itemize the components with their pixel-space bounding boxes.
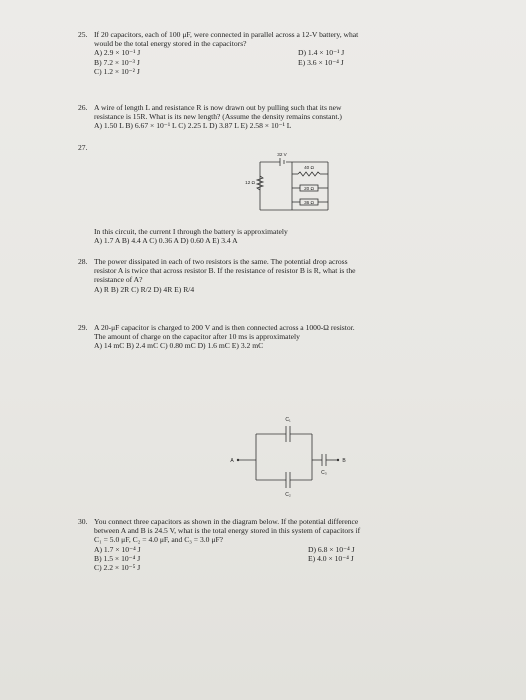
question-number: 30. xyxy=(78,517,88,526)
choice-b: B) 1.5 × 10⁻⁴ J xyxy=(94,553,141,563)
choice-d: D) 6.8 × 10⁻⁴ J xyxy=(308,544,355,554)
question-25 xyxy=(78,30,478,76)
terminal-b xyxy=(337,459,339,461)
question-30 xyxy=(78,517,498,572)
resistor-40-label: 40 Ω xyxy=(304,165,314,170)
resistor-20-label: 20 Ω xyxy=(304,186,314,191)
question-number: 26. xyxy=(78,103,88,112)
question-26 xyxy=(78,103,478,131)
question-text: In this circuit, the current I through the battery is approximately xyxy=(94,227,288,236)
choice-e: E) 3.6 × 10⁻⁴ J xyxy=(298,57,344,67)
c2-label: C₂ xyxy=(285,492,291,498)
choice-d: D) 1.4 × 10⁻¹ J xyxy=(298,48,345,58)
question-number: 27. xyxy=(78,143,88,152)
choice-c: C) 2.2 × 10⁻⁵ J xyxy=(94,562,141,572)
question-number: 29. xyxy=(78,323,88,332)
terminal-a-label: A xyxy=(230,458,234,464)
resistor-36-label: 36 Ω xyxy=(304,200,314,205)
question-text: A 20-μF capacitor is charged to 200 V and is then connected across a 1000-Ω resistor. xyxy=(94,323,355,332)
question-28 xyxy=(78,257,478,294)
question-29 xyxy=(78,323,488,351)
question-text: resistance is 15R. What is its new length? (Assume the density remains constant.) xyxy=(94,112,342,122)
question-text: resistance of A? xyxy=(94,275,143,285)
choice-e: E) 4.0 × 10⁻⁴ J xyxy=(308,553,354,563)
question-number: 25. xyxy=(78,30,88,39)
answer-choices: A) R B) 2R C) R/2 D) 4R E) R/4 xyxy=(94,284,195,294)
question-text: A wire of length L and resistance R is now drawn out by pulling such that its new xyxy=(94,103,342,112)
terminal-a xyxy=(237,459,239,461)
question-text: would be the total energy stored in the capacitors? xyxy=(94,39,247,49)
c1-label: C₁ xyxy=(285,417,291,423)
circuit-diagram xyxy=(245,152,340,224)
question-text: The amount of charge on the capacitor after 10 ms is approximately xyxy=(94,332,300,342)
question-text: between A and B is 24.5 V, what is the total energy stored in this system of capacitors if xyxy=(94,526,361,536)
choice-b: B) 7.2 × 10⁻³ J xyxy=(94,57,140,67)
terminal-b-label: B xyxy=(342,458,346,464)
resistor-40 xyxy=(298,172,320,176)
answer-choices: A) 1.7 A B) 4.4 A C) 0.36 A D) 0.60 A E) 3.4 A xyxy=(94,236,238,246)
answer-choices: A) 1.50 L B) 6.67 × 10⁻¹ L C) 2.25 L D) 3.87 L E) 2.58 × 10⁻¹ L xyxy=(94,121,292,131)
question-number: 28. xyxy=(78,257,88,266)
question-text: resistor A is twice that across resistor B. If the resistance of resistor B is R, what is the xyxy=(94,266,356,276)
choice-a: A) 2.9 × 10⁻¹ J xyxy=(94,48,141,58)
answer-choices: A) 14 mC B) 2.4 mC C) 0.80 mC D) 1.6 mC E) 3.2 mC xyxy=(94,341,264,351)
question-text: If 20 capacitors, each of 100 μF, were connected in parallel across a 12-V battery, what xyxy=(94,30,359,39)
question-text: You connect three capacitors as shown in the diagram below. If the potential difference xyxy=(94,517,359,526)
question-27-text xyxy=(78,227,478,245)
c3-label: C₃ xyxy=(321,470,327,476)
choice-a: A) 1.7 × 10⁻⁴ J xyxy=(94,544,141,554)
question-text: C₁ = 5.0 μF, C₂ = 4.0 μF, and C₃ = 3.0 μF? xyxy=(94,535,224,545)
question-27 xyxy=(78,143,478,152)
choice-c: C) 1.2 × 10⁻² J xyxy=(94,66,140,76)
capacitor-diagram xyxy=(222,408,362,498)
battery-label: 32 V xyxy=(277,152,287,157)
question-text: The power dissipated in each of two resistors is the same. The potential drop across xyxy=(94,257,348,266)
resistor-12-label: 12 Ω xyxy=(245,180,255,185)
